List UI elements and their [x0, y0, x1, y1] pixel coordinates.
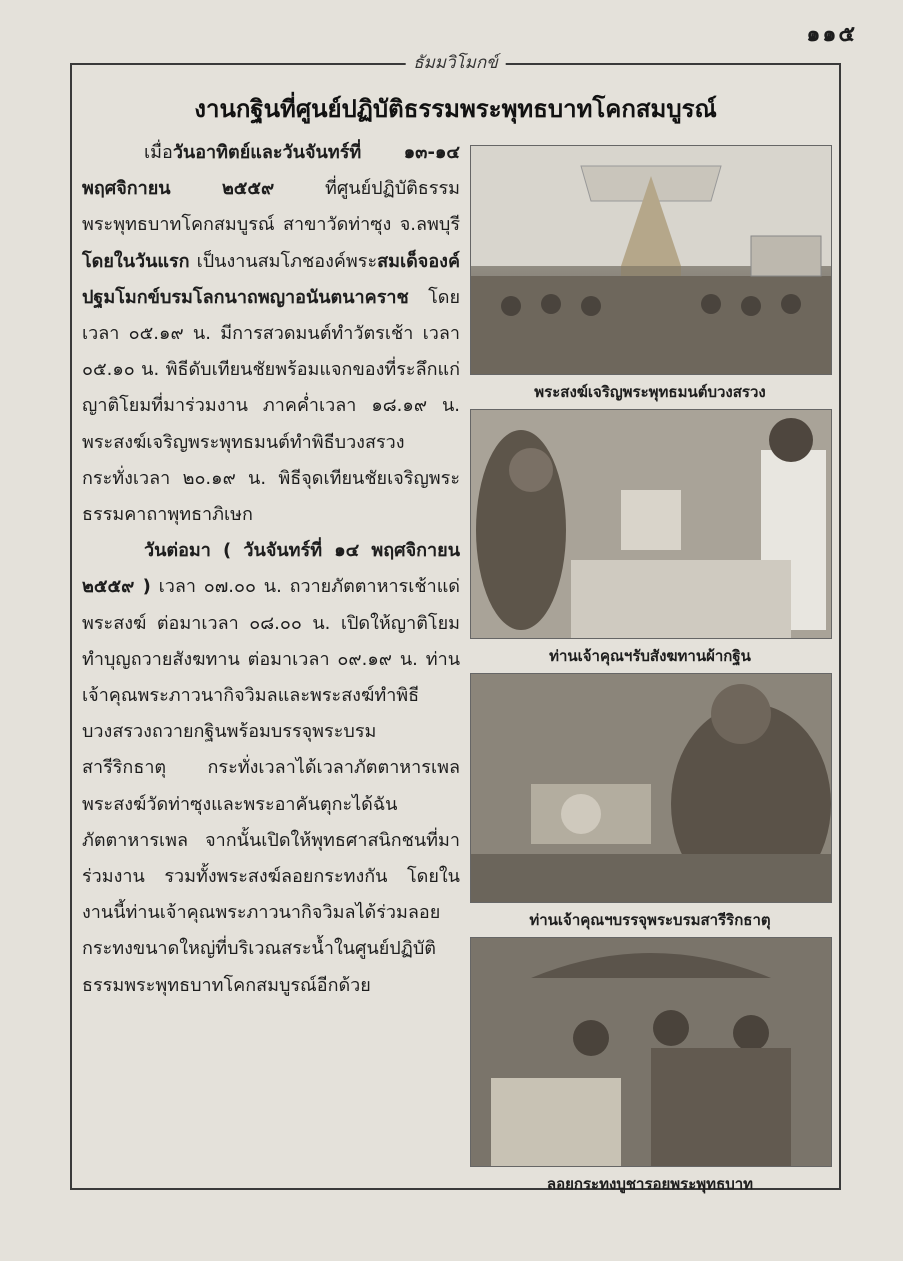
p1-bold-date: วันอาทิตย์และวันจันทร์ที่ ๑๓-๑๔ พฤศจิกายน ๒๕๕๙ [82, 142, 460, 200]
photo-loy-krathong [470, 937, 832, 1167]
photo-caption-3: ท่านเจ้าคุณฯบรรจุพระบรมสารีริกธาตุ [529, 911, 771, 929]
paragraph-1 [82, 135, 460, 533]
p1-text-c: ที่ศูนย์ปฏิบัติธรรมพระพุทธบาทโคกสมบูรณ์ สาขาวัดท่าซุง จ.ลพบุรี [82, 178, 460, 236]
p2-bold-date: วันต่อมา ( วันจันทร์ที่ ๑๔ พฤศจิกายน ๒๕๕๙ ) [82, 540, 460, 598]
photo-receiving-offering [470, 409, 832, 639]
photo-caption-1: พระสงฆ์เจริญพระพุทธมนต์บวงสรวง [534, 383, 766, 401]
header-label: ธัมมวิโมกข์ [405, 49, 506, 76]
p1-bold-buddha-name: สมเด็จองค์ปฐมโมกข์บรมโลกนาถพญาอนันตนาคราช [82, 250, 460, 308]
article-body [82, 135, 460, 1004]
page-number: ๑๑๕ [806, 21, 857, 47]
photo-caption-2: ท่านเจ้าคุณฯรับสังฆทานผ้ากฐิน [549, 647, 751, 665]
p1-text-a: เมื่อ [144, 142, 173, 163]
photo-column [470, 145, 830, 1201]
article-frame [70, 53, 841, 1193]
p1-bold-firstday: โดยในวันแรก [82, 250, 190, 272]
paragraph-2 [82, 533, 460, 1004]
photo-caption-4: ลอยกระทงบูชารอยพระพุทธบาท [546, 1175, 754, 1193]
p2-text: เวลา ๐๗.๐๐ น. ถวายภัตตาหารเช้าแด่พระสงฆ์ ต่อมาเวลา ๐๘.๐๐ น. เปิดให้ญาติโยมทำบุญถวายสังฆทาน ต่อมาเวลา ๐๙.๑๙ น. ท่านเจ้าคุณพระภาวนากิจวิมลและพระสงฆ์ทำพิธีบวงสรวงถวายกฐินพร้อมบรรจุพระบรมสารีริกธาตุ กระทั่งเวลาได้เวลาภัตตาหารเพล พระสงฆ์วัดท่าซุงและพระอาคันตุกะได้ฉันภัตตาหารเพล จากนั้นเปิดให้พุทธศาสนิกชนที่มาร่วมงาน รวมทั้งพระสงฆ์ลอยกระทงกัน โดยในงานนี้ท่านเจ้าคุณพระภาวนากิจวิมลได้ร่วมลอยกระทงขนาดใหญ่ที่บริเวณสระน้ำในศูนย์ปฏิบัติธรรมพระพุทธบาทโคกสมบูรณ์อีกด้วย [82, 576, 460, 996]
p1-text-g: โดยเวลา ๐๕.๑๙ น. มีการสวดมนต์ทำวัตรเช้า เวลา ๐๕.๑๐ น. พิธีดับเทียนชัยพร้อมแจกของที่ระลึกแก่ญาติโยมที่มาร่วมงาน ภาคค่ำเวลา ๑๘.๑๙ น. พระสงฆ์เจริญพระพุทธมนต์ทำพิธีบวงสรวง กระทั่งเวลา ๒๐.๑๙ น. พิธีจุดเทียนชัยเจริญพระธรรมคาถาพุทธาภิเษก [82, 286, 460, 526]
photo-relic-enshrinement [470, 673, 832, 903]
p1-text-e: เป็นงานสมโภชองค์พระ [189, 250, 378, 272]
article-title: งานกฐินที่ศูนย์ปฏิบัติธรรมพระพุทธบาทโคกสมบูรณ์ [194, 94, 717, 123]
photo-ceremony-chanting [470, 145, 832, 375]
